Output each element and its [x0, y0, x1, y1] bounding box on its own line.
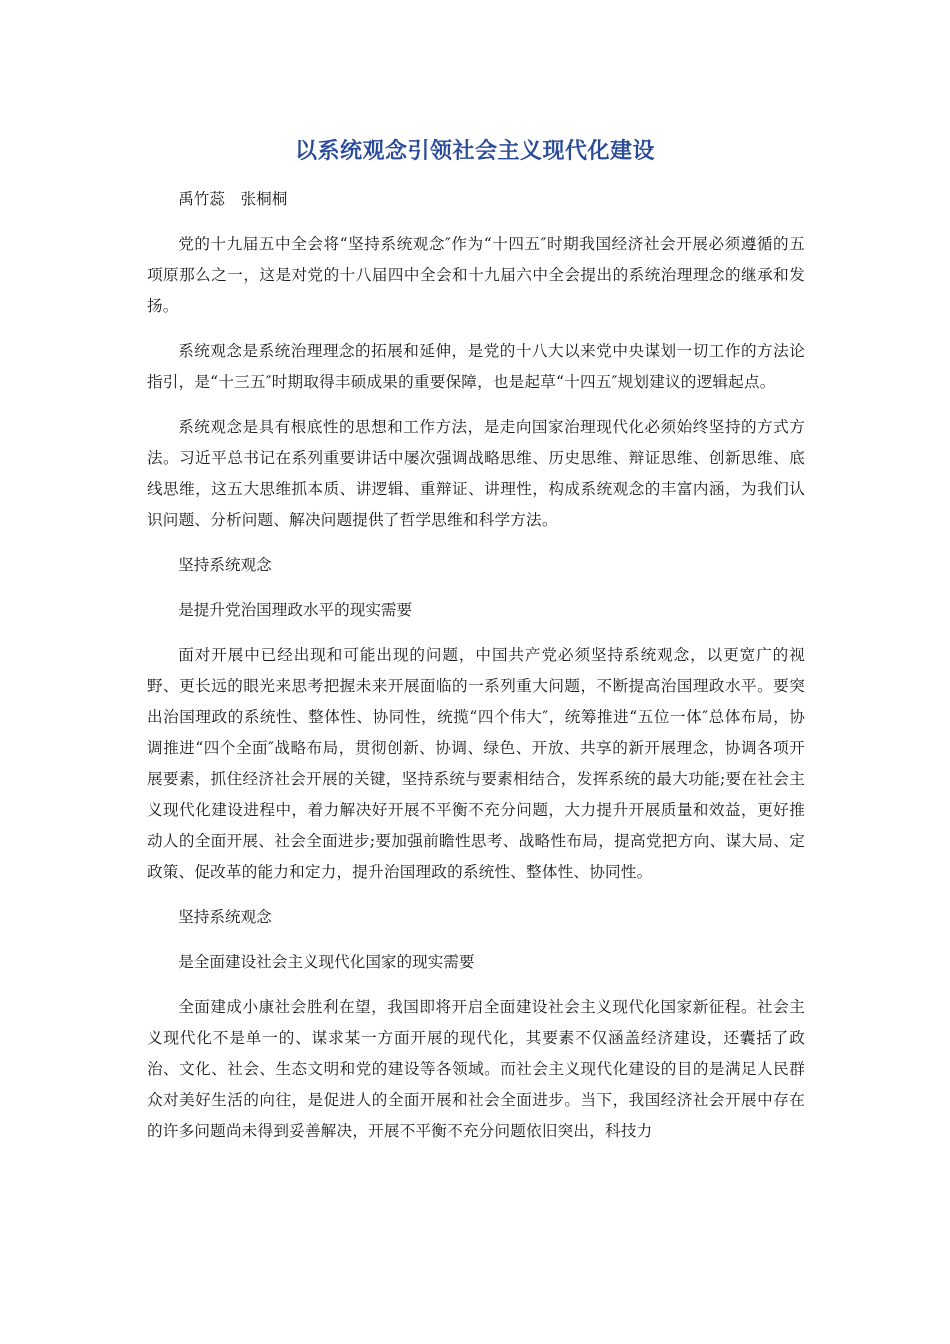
paragraph: 全面建成小康社会胜利在望，我国即将开启全面建设社会主义现代化国家新征程。社会主义现代化不是单一的、谋求某一方面开展的现代化，其要素不仅涵盖经济建设，还囊括了政治、文化、社会、生态文明和党的建设等各领域。而社会主义现代化建设的目的是满足人民群众对美好生活的向往，是促进人的全面开展和社会全面进步。当下，我国经济社会开展中存在的许多问题尚未得到妥善解决，开展不平衡不充分问题依旧突出，科技力	[147, 998, 805, 1140]
author-line	[147, 184, 805, 215]
author-name: 张桐桐	[240, 190, 288, 208]
document-body	[147, 184, 805, 1161]
paragraph: 系统观念是具有根底性的思想和工作方法，是走向国家治理现代化必须始终坚持的方式方法。习近平总书记在系列重要讲话中屡次强调战略思维、历史思维、辩证思维、创新思维、底线思维，这五大思维抓本质、讲逻辑、重辩证、讲理性，构成系统观念的丰富内涵，为我们认识问题、分析问题、解决问题提供了哲学思维和科学方法。	[147, 418, 805, 529]
paragraph: 面对开展中已经出现和可能出现的问题，中国共产党必须坚持系统观念，以更宽广的视野、更长远的眼光来思考把握未来开展面临的一系列重大问题，不断提高治国理政水平。要突出治国理政的系统性、整体性、协同性，统揽“四个伟大″，统筹推进“五位一体″总体布局，协调推进“四个全面″战略布局，贯彻创新、协调、绿色、开放、共享的新开展理念，协调各项开展要素，抓住经济社会开展的关键，坚持系统与要素相结合，发挥系统的最大功能;要在社会主义现代化建设进程中，着力解决好开展不平衡不充分问题，大力提升开展质量和效益，更好推动人的全面开展、社会全面进步;要加强前瞻性思考、战略性布局，提高党把方向、谋大局、定政策、促改革的能力和定力，提升治国理政的系统性、整体性、协同性。	[147, 646, 805, 881]
section-subheading: 是提升党治国理政水平的现实需要	[178, 601, 413, 619]
section-heading: 坚持系统观念	[178, 908, 272, 926]
author-name: 禹竹蕊	[178, 190, 225, 208]
section-heading: 坚持系统观念	[178, 556, 272, 574]
section-subheading: 是全面建设社会主义现代化国家的现实需要	[178, 953, 475, 971]
document-title: 以系统观念引领社会主义现代化建设	[294, 139, 655, 164]
paragraph: 党的十九届五中全会将“坚持系统观念″作为“十四五″时期我国经济社会开展必须遵循的五项原那么之一，这是对党的十八届四中全会和十九届六中全会提出的系统治理理念的继承和发扬。	[147, 235, 805, 315]
paragraph: 系统观念是系统治理理念的拓展和延伸，是党的十八大以来党中央谋划一切工作的方法论指引，是“十三五″时期取得丰硕成果的重要保障，也是起草“十四五″规划建议的逻辑起点。	[147, 342, 805, 391]
